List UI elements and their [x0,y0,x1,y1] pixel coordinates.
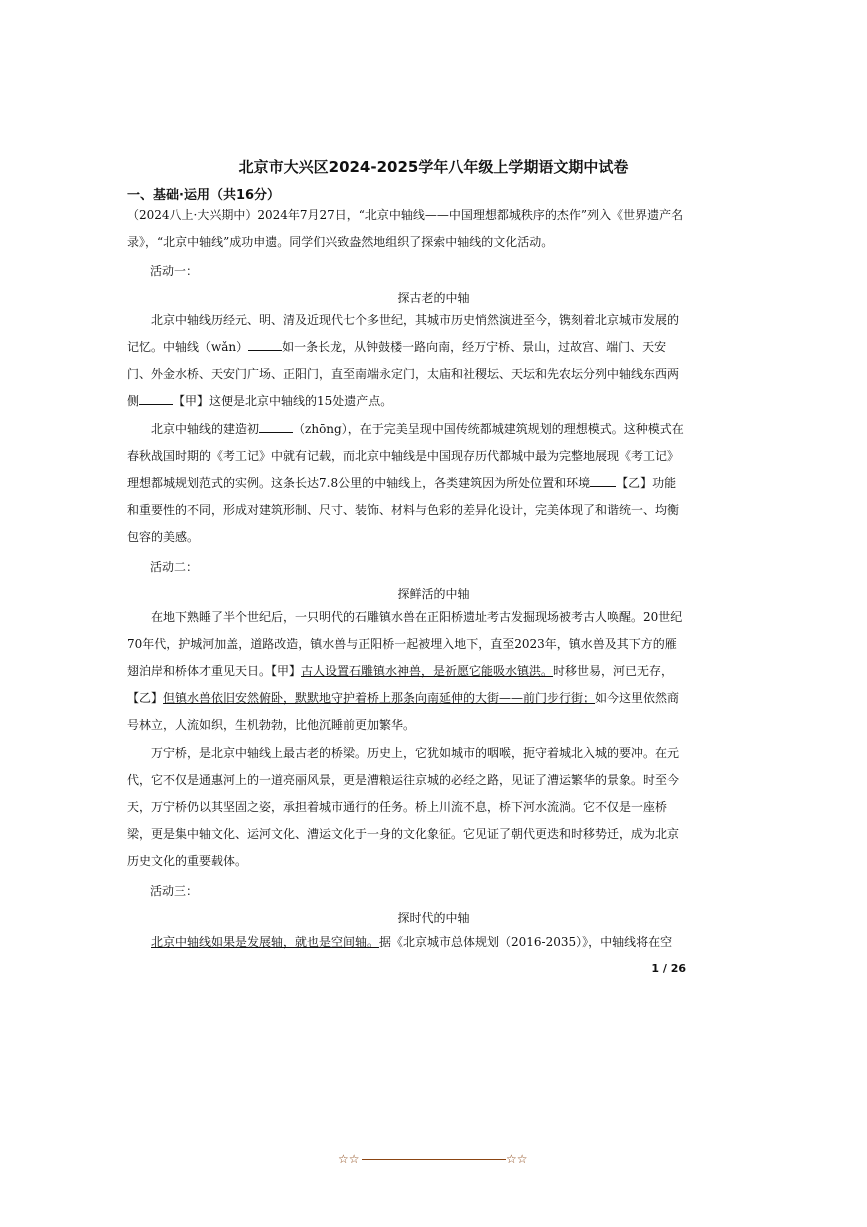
activity-3-paragraph-1 [127,929,687,956]
section-heading: 一、基础·运用（共16分） [127,188,281,203]
text-run: 【甲】这便是北京中轴线的15处遗产点。 [173,394,393,408]
footer-rule [362,1159,506,1160]
page-title: 北京市大兴区2024-2025学年八年级上学期语文期中试卷 [238,158,629,176]
fill-blank [259,420,293,433]
text-run: 北京中轴线的建造初 [151,422,260,436]
star-icon: ☆☆ [506,1152,528,1166]
activity-1-paragraph-1 [127,307,687,415]
underlined-sentence-b: 但镇水兽依旧安然俯卧，默默地守护着桥上那条向南延伸的大街——前门步行街； [163,691,596,705]
text-run: 在地下熟睡了半个世纪后，一只明代的石雕镇水兽在正阳桥遗址考古发掘现场被考古人唤醒。20世纪70年代，护城河加盖，道路改造，镇水兽与正阳桥一起被埋入地下，直至2023年，镇水兽及其下方的雁翅泊岸和桥体才重见天日。【甲】 [127,610,683,678]
text-run: 时移世易，河已无存，【乙】 [127,664,674,705]
activity-2-heading: 探鲜活的中轴 [397,587,470,601]
page-number: 1 / 26 [651,962,686,975]
activity-1-paragraph-2 [127,416,687,551]
activity-2-paragraph-2: 万宁桥，是北京中轴线上最古老的桥梁。历史上，它犹如城市的咽喉，扼守着城北入城的要冲。在元代，它不仅是通惠河上的一道亮丽风景，更是漕粮运往京城的必经之路，见证了漕运繁华的景象。时至今天，万宁桥仍以其坚固之姿，承担着城市通行的任务。桥上川流不息，桥下河水流淌。它不仅是一座桥梁，更是集中轴文化、运河文化、漕运文化于一身的文化象征。它见证了朝代更迭和时移势迁，成为北京历史文化的重要载体。 [127,746,680,868]
text-run: 如一条长龙，从钟鼓楼一路向南，经万宁桥、景山，过故宫、端门、天安门、外金水桥、天安门广场、正阳门，直至南端永定门，太庙和社稷坛、天坛和先农坛分列中轴线东西两侧 [127,340,680,408]
activity-2-label: 活动二： [150,560,199,574]
activity-1-label: 活动一： [150,264,199,278]
activity-3-heading: 探时代的中轴 [397,911,470,925]
activity-3-label: 活动三： [150,884,199,898]
text-run: 北京中轴线历经元、明、清及近现代七个多世纪，其城市历史悄然演进至今，镌刻着北京城市发展的记忆。中轴线（wǎn） [127,313,680,354]
text-run: 【乙】功能和重要性的不同，形成对建筑形制、尺寸、装饰、材料与色彩的差异化设计，完美体现了和谐统一、均衡包容的美感。 [127,476,680,544]
underlined-sentence-a: 古人设置石雕镇水神兽，是祈愿它能吸水镇洪。 [301,664,554,678]
fill-blank [248,338,282,351]
footer-ornament [338,1150,530,1168]
text-run: 如今这里依然商号林立，人流如织，生机勃勃，比他沉睡前更加繁华。 [127,691,680,732]
activity-2-paragraph-1 [127,604,687,739]
activity-1-heading: 探古老的中轴 [397,291,470,305]
star-icon: ☆☆ [338,1152,360,1166]
text-run: 据《北京城市总体规划（2016-2035）》，中轴线将在空 [379,935,673,949]
fill-blank [590,474,616,487]
underlined-sentence: 北京中轴线如果是发展轴，就也是空间轴。 [151,935,380,949]
text-run: （zhōng），在于完美呈现中国传统都城建筑规划的理想模式。这种模式在春秋战国时期的《考工记》中就有记载，而北京中轴线是中国现存历代都城中最为完整地展现《考工记》理想都城规划范式的实例。这条长达7.8公里的中轴线上，各类建筑因为所处位置和环境 [127,422,684,490]
fill-blank [139,392,173,405]
intro-paragraph: （2024八上·大兴期中）2024年7月27日，“北京中轴线——中国理想都城秩序的杰作”列入《世界遗产名录》，“北京中轴线”成功申遗。同学们兴致盎然地组织了探索中轴线的文化活动。 [127,208,684,249]
